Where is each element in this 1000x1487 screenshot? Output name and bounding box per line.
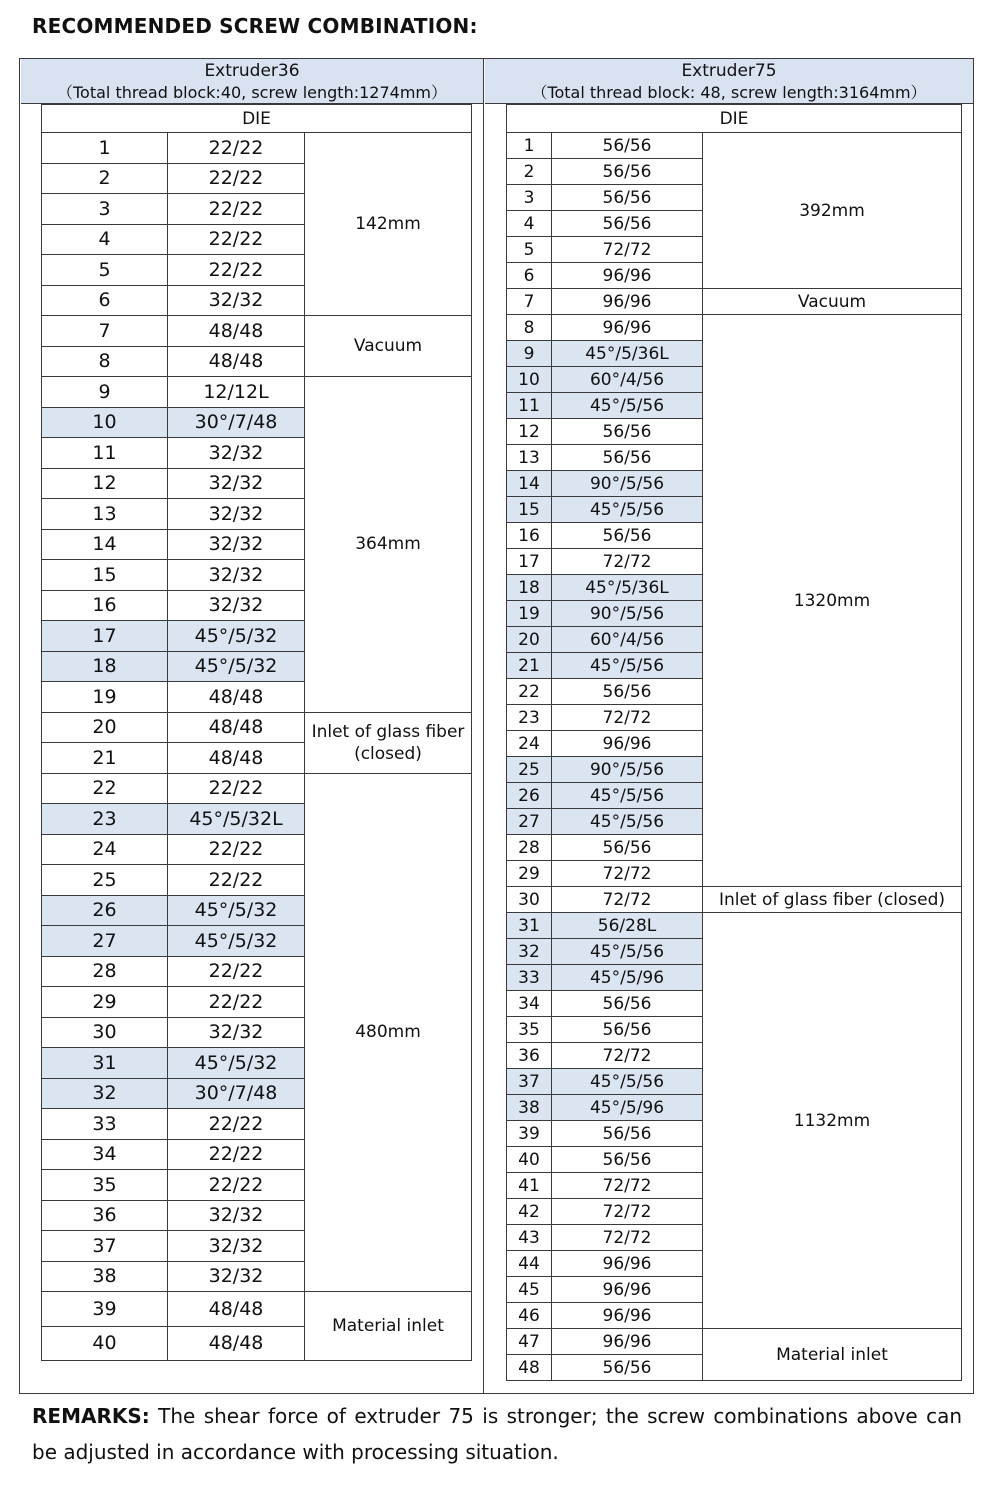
zone-label: Inlet of glass fiber (closed): [305, 712, 472, 773]
table-row: [42, 377, 472, 408]
block-number: 7: [42, 316, 168, 347]
block-number: 15: [507, 497, 552, 523]
screw-element: 56/56: [552, 523, 703, 549]
block-number: 35: [42, 1170, 168, 1201]
zone-label: Inlet of glass fiber (closed): [703, 887, 962, 913]
zone-label: Vacuum: [305, 316, 472, 377]
block-number: 26: [42, 895, 168, 926]
block-number: 40: [42, 1326, 168, 1361]
screw-element: 72/72: [552, 549, 703, 575]
block-number: 5: [42, 255, 168, 286]
block-number: 13: [42, 499, 168, 530]
block-number: 23: [42, 804, 168, 835]
table-row: [507, 913, 962, 939]
screw-element: 45°/5/32L: [168, 804, 305, 835]
block-number: 21: [42, 743, 168, 774]
block-number: 17: [507, 549, 552, 575]
screw-element: 48/48: [168, 682, 305, 713]
block-number: 26: [507, 783, 552, 809]
block-number: 16: [507, 523, 552, 549]
block-number: 10: [42, 407, 168, 438]
screw-element: 45°/5/36L: [552, 341, 703, 367]
screw-element: 32/32: [168, 1231, 305, 1262]
screw-element: 56/56: [552, 133, 703, 159]
block-number: 32: [42, 1078, 168, 1109]
extruder36-subtitle: （Total thread block:40, screw length:1274mm）: [56, 83, 448, 102]
screw-element: 72/72: [552, 1043, 703, 1069]
block-number: 15: [42, 560, 168, 591]
screw-element: 72/72: [552, 887, 703, 913]
table-row: [507, 133, 962, 159]
screw-element: 96/96: [552, 315, 703, 341]
block-number: 35: [507, 1017, 552, 1043]
die-row: [42, 105, 472, 133]
block-number: 33: [42, 1109, 168, 1140]
screw-element: 56/28L: [552, 913, 703, 939]
block-number: 1: [507, 133, 552, 159]
screw-element: 45°/5/56: [552, 653, 703, 679]
block-number: 22: [507, 679, 552, 705]
screw-element: 45°/5/56: [552, 1069, 703, 1095]
screw-element: 48/48: [168, 1326, 305, 1361]
block-number: 18: [507, 575, 552, 601]
table-row: [507, 1329, 962, 1355]
block-number: 33: [507, 965, 552, 991]
screw-element: 72/72: [552, 861, 703, 887]
screw-element: 45°/5/56: [552, 393, 703, 419]
screw-element: 32/32: [168, 590, 305, 621]
screw-element: 56/56: [552, 835, 703, 861]
screw-element: 32/32: [168, 438, 305, 469]
screw-element: 22/22: [168, 834, 305, 865]
block-number: 11: [42, 438, 168, 469]
zone-label: 392mm: [703, 133, 962, 289]
screw-element: 45°/5/32: [168, 895, 305, 926]
screw-element: 72/72: [552, 1225, 703, 1251]
screw-element: 48/48: [168, 1292, 305, 1327]
screw-element: 45°/5/32: [168, 621, 305, 652]
block-number: 27: [507, 809, 552, 835]
block-number: 13: [507, 445, 552, 471]
screw-element: 32/32: [168, 1200, 305, 1231]
block-number: 19: [42, 682, 168, 713]
die-label: DIE: [507, 105, 962, 133]
screw-element: 60°/4/56: [552, 627, 703, 653]
screw-element: 45°/5/56: [552, 783, 703, 809]
block-number: 44: [507, 1251, 552, 1277]
zone-label: 1132mm: [703, 913, 962, 1329]
screw-element: 22/22: [168, 133, 305, 164]
block-number: 9: [507, 341, 552, 367]
screw-element: 22/22: [168, 773, 305, 804]
block-number: 24: [42, 834, 168, 865]
table-row: [42, 316, 472, 347]
screw-element: 45°/5/32: [168, 926, 305, 957]
block-number: 8: [507, 315, 552, 341]
block-number: 31: [42, 1048, 168, 1079]
block-number: 47: [507, 1329, 552, 1355]
screw-element: 56/56: [552, 419, 703, 445]
extruder36-header: [21, 59, 483, 104]
block-number: 22: [42, 773, 168, 804]
block-number: 48: [507, 1355, 552, 1381]
screw-element: 32/32: [168, 499, 305, 530]
block-number: 20: [507, 627, 552, 653]
screw-element: 56/56: [552, 185, 703, 211]
block-number: 30: [42, 1017, 168, 1048]
remarks: [32, 1398, 962, 1470]
screw-element: 48/48: [168, 712, 305, 743]
screw-element: 32/32: [168, 468, 305, 499]
block-number: 46: [507, 1303, 552, 1329]
screw-element: 56/56: [552, 679, 703, 705]
block-number: 37: [42, 1231, 168, 1262]
block-number: 34: [507, 991, 552, 1017]
screw-element: 22/22: [168, 1139, 305, 1170]
block-number: 25: [507, 757, 552, 783]
table-row: [507, 887, 962, 913]
table-row: [507, 315, 962, 341]
screw-element: 22/22: [168, 987, 305, 1018]
block-number: 10: [507, 367, 552, 393]
screw-element: 30°/7/48: [168, 1078, 305, 1109]
extruder75-name: Extruder75: [681, 61, 777, 81]
column-divider: [483, 58, 484, 1394]
screw-element: 96/96: [552, 731, 703, 757]
block-number: 2: [42, 163, 168, 194]
screw-element: 22/22: [168, 1170, 305, 1201]
block-number: 34: [42, 1139, 168, 1170]
block-number: 3: [42, 194, 168, 225]
block-number: 21: [507, 653, 552, 679]
screw-element: 96/96: [552, 1277, 703, 1303]
extruder75-header: [485, 59, 973, 104]
block-number: 41: [507, 1173, 552, 1199]
screw-element: 90°/5/56: [552, 601, 703, 627]
screw-element: 48/48: [168, 316, 305, 347]
screw-element: 90°/5/56: [552, 471, 703, 497]
block-number: 4: [507, 211, 552, 237]
block-number: 40: [507, 1147, 552, 1173]
block-number: 2: [507, 159, 552, 185]
screw-element: 32/32: [168, 560, 305, 591]
block-number: 38: [42, 1261, 168, 1292]
screw-element: 22/22: [168, 224, 305, 255]
screw-element: 22/22: [168, 1109, 305, 1140]
screw-element: 30°/7/48: [168, 407, 305, 438]
screw-element: 48/48: [168, 346, 305, 377]
block-number: 19: [507, 601, 552, 627]
extruder75-table: [506, 104, 962, 1381]
block-number: 14: [507, 471, 552, 497]
screw-element: 45°/5/96: [552, 965, 703, 991]
remarks-label: REMARKS:: [32, 1404, 150, 1428]
block-number: 31: [507, 913, 552, 939]
remarks-text: The shear force of extruder 75 is stronger; the screw combinations above can be adjusted in accordance with processing situation.: [32, 1404, 962, 1464]
block-number: 3: [507, 185, 552, 211]
block-number: 1: [42, 133, 168, 164]
zone-label: Vacuum: [703, 289, 962, 315]
screw-element: 45°/5/56: [552, 809, 703, 835]
block-number: 42: [507, 1199, 552, 1225]
screw-element: 22/22: [168, 194, 305, 225]
block-number: 5: [507, 237, 552, 263]
screw-element: 12/12L: [168, 377, 305, 408]
zone-label: 480mm: [305, 773, 472, 1292]
screw-element: 56/56: [552, 445, 703, 471]
screw-element: 45°/5/56: [552, 939, 703, 965]
screw-element: 22/22: [168, 163, 305, 194]
block-number: 7: [507, 289, 552, 315]
block-number: 20: [42, 712, 168, 743]
zone-label: 364mm: [305, 377, 472, 713]
screw-element: 96/96: [552, 1303, 703, 1329]
page-title: RECOMMENDED SCREW COMBINATION:: [32, 14, 478, 38]
block-number: 6: [42, 285, 168, 316]
screw-element: 96/96: [552, 289, 703, 315]
screw-element: 56/56: [552, 1017, 703, 1043]
block-number: 17: [42, 621, 168, 652]
block-number: 39: [42, 1292, 168, 1327]
screw-element: 56/56: [552, 1355, 703, 1381]
block-number: 29: [507, 861, 552, 887]
block-number: 8: [42, 346, 168, 377]
block-number: 11: [507, 393, 552, 419]
screw-element: 32/32: [168, 1261, 305, 1292]
screw-element: 45°/5/32: [168, 1048, 305, 1079]
die-label: DIE: [42, 105, 472, 133]
extruder75-subtitle: （Total thread block: 48, screw length:3164mm）: [531, 83, 927, 102]
table-row: [507, 289, 962, 315]
block-number: 18: [42, 651, 168, 682]
screw-element: 72/72: [552, 1199, 703, 1225]
screw-element: 56/56: [552, 1121, 703, 1147]
screw-element: 56/56: [552, 211, 703, 237]
screw-element: 56/56: [552, 159, 703, 185]
die-row: [507, 105, 962, 133]
screw-element: 72/72: [552, 1173, 703, 1199]
screw-element: 45°/5/32: [168, 651, 305, 682]
block-number: 29: [42, 987, 168, 1018]
screw-element: 45°/5/56: [552, 497, 703, 523]
screw-element: 32/32: [168, 285, 305, 316]
block-number: 30: [507, 887, 552, 913]
table-row: [42, 133, 472, 164]
block-number: 24: [507, 731, 552, 757]
block-number: 25: [42, 865, 168, 896]
screw-element: 45°/5/96: [552, 1095, 703, 1121]
screw-element: 90°/5/56: [552, 757, 703, 783]
zone-label: Material inlet: [703, 1329, 962, 1381]
block-number: 39: [507, 1121, 552, 1147]
screw-element: 72/72: [552, 705, 703, 731]
screw-element: 96/96: [552, 263, 703, 289]
zone-label: 142mm: [305, 133, 472, 316]
screw-element: 45°/5/36L: [552, 575, 703, 601]
block-number: 12: [507, 419, 552, 445]
screw-element: 22/22: [168, 255, 305, 286]
zone-label: Material inlet: [305, 1292, 472, 1361]
screw-element: 22/22: [168, 956, 305, 987]
block-number: 16: [42, 590, 168, 621]
block-number: 28: [42, 956, 168, 987]
extruder36-table: [41, 104, 472, 1361]
screw-element: 56/56: [552, 1147, 703, 1173]
table-row: [42, 773, 472, 804]
block-number: 32: [507, 939, 552, 965]
block-number: 12: [42, 468, 168, 499]
block-number: 45: [507, 1277, 552, 1303]
screw-element: 22/22: [168, 865, 305, 896]
block-number: 23: [507, 705, 552, 731]
table-row: [42, 1292, 472, 1327]
extruder36-name: Extruder36: [204, 61, 300, 81]
block-number: 6: [507, 263, 552, 289]
screw-element: 32/32: [168, 1017, 305, 1048]
screw-element: 72/72: [552, 237, 703, 263]
block-number: 36: [42, 1200, 168, 1231]
block-number: 28: [507, 835, 552, 861]
table-row: [42, 712, 472, 743]
block-number: 36: [507, 1043, 552, 1069]
screw-element: 48/48: [168, 743, 305, 774]
screw-element: 56/56: [552, 991, 703, 1017]
screw-element: 96/96: [552, 1251, 703, 1277]
block-number: 9: [42, 377, 168, 408]
block-number: 37: [507, 1069, 552, 1095]
block-number: 27: [42, 926, 168, 957]
screw-element: 32/32: [168, 529, 305, 560]
block-number: 4: [42, 224, 168, 255]
zone-label: 1320mm: [703, 315, 962, 887]
block-number: 14: [42, 529, 168, 560]
screw-element: 60°/4/56: [552, 367, 703, 393]
block-number: 38: [507, 1095, 552, 1121]
block-number: 43: [507, 1225, 552, 1251]
screw-element: 96/96: [552, 1329, 703, 1355]
